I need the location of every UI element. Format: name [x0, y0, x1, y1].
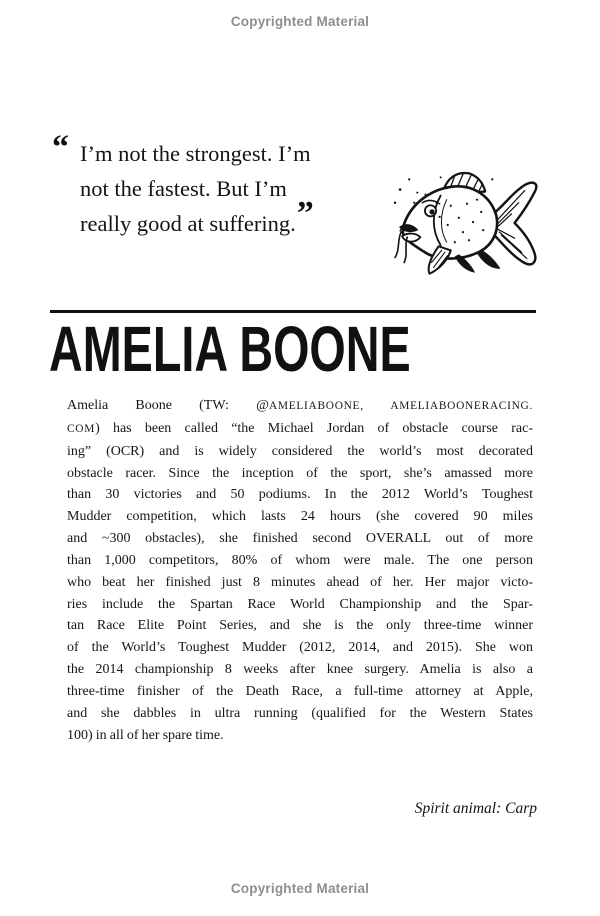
bio-line: Mudder competition, which lasts 24 hours (she covered 90 miles — [67, 509, 533, 525]
bio-line: than 30 victories and 50 podiums. In the 2012 World’s Toughest — [67, 487, 533, 503]
copyright-notice-top: Copyrighted Material — [230, 14, 370, 29]
quote-line — [56, 136, 386, 171]
bio-line: of the World’s Toughest Mudder (2012, 2014, and 2015). She won — [67, 640, 533, 656]
page-title: AMELIA BOONE — [49, 313, 411, 385]
quote-text: I’m not the strongest. I’m — [80, 141, 311, 166]
quote-line — [56, 195, 386, 241]
bio-line: ing” (OCR) and is widely considered the world’s most decorated — [67, 443, 533, 459]
bio-line: 100) in all of her spare time. — [67, 727, 224, 743]
quote-text: not the fastest. But I’m — [80, 176, 287, 201]
carp-fish-icon — [392, 169, 546, 279]
pull-quote: “ I’m not the strongest. I’m not the fastest. But I’m really good at suffering.” — [56, 136, 386, 241]
bio-line: tan Race Elite Point Series, and she is the only three-time winner — [67, 618, 533, 634]
bio-line: the 2014 championship 8 weeks after knee surgery. Amelia is also a — [67, 662, 533, 678]
bio-line: and ~300 obstacles), she finished second OVERALL out of more — [67, 531, 533, 547]
quote-text: really good at suffering. — [80, 211, 296, 236]
bio-line: COM) has been called “the Michael Jordan of obstacle course rac- — [67, 420, 533, 436]
bio-line: ries include the Spartan Race World Championship and the Spar- — [67, 596, 533, 612]
close-quote-mark: ” — [296, 195, 312, 232]
spirit-animal-caption: Spirit animal: Carp — [414, 800, 537, 817]
copyright-notice-bottom: Copyrighted Material — [230, 881, 370, 896]
bio-line: obstacle racer. Since the inception of the sport, she’s amassed more — [67, 465, 533, 481]
bio-line: and she dabbles in ultra running (qualified for the Western States — [67, 705, 533, 721]
quote-line — [56, 171, 386, 206]
bio-line: who beat her finished just 8 minutes ahead of her. Her major victo- — [67, 574, 533, 590]
bio-paragraph — [67, 395, 533, 747]
bio-line: Amelia Boone (TW: @AMELIABOONE, AMELIABOONERACING. — [67, 398, 533, 413]
bio-line: than 1,000 competitors, 80% of whom were male. The one person — [67, 552, 533, 568]
bio-line: three-time finisher of the Death Race, a full-time attorney at Apple, — [67, 683, 533, 699]
